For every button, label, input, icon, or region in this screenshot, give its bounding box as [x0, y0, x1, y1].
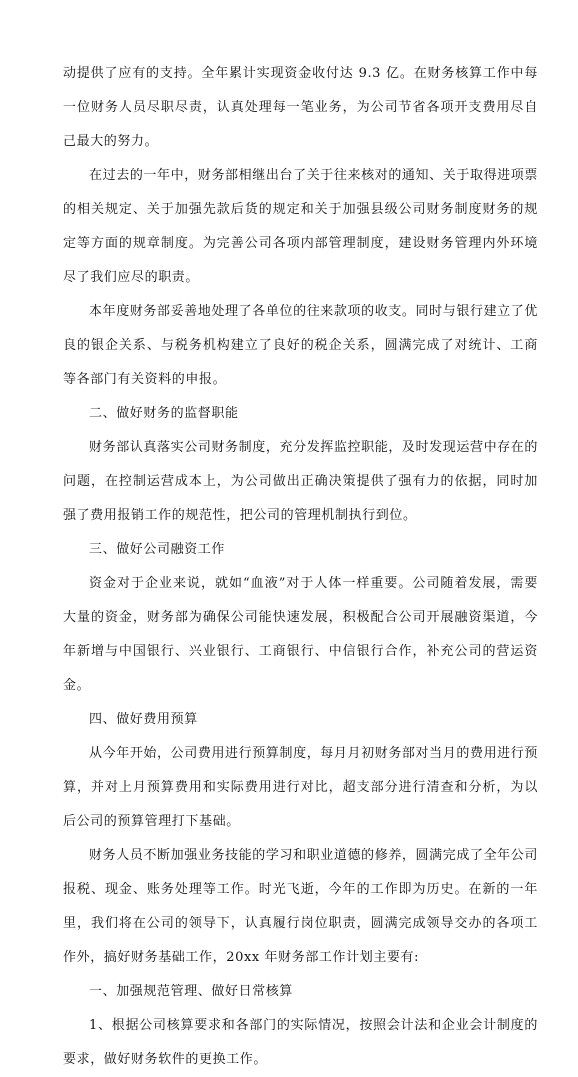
body-paragraph-4: 财务部认真落实公司财务制度，充分发挥监控职能，及时发现运营中存在的问题，在控制运营成本上，为公司做出正确决策提供了强有力的依据，同时加强了费用报销工作的规范性，把公司的管理机制执行到位。 — [63, 440, 538, 523]
body-paragraph-1: 动提供了应有的支持。全年累计实现资金收付达 9.3 亿。在财务核算工作中每一位财务人员尽职尽责，认真处理每一笔业务，为公司节省各项开支费用尽自己最大的努力。 — [63, 66, 538, 149]
body-paragraph-6: 从今年开始，公司费用进行预算制度，每月月初财务部对当月的费用进行预算，并对上月预算费用和实际费用进行对比，超支部分进行清查和分析，为以后公司的预算管理打下基础。 — [63, 746, 538, 829]
body-paragraph-7: 财务人员不断加强业务技能的学习和职业道德的修养，圆满完成了全年公司报税、现金、账务处理等工作。时光飞逝，今年的工作即为历史。在新的一年里，我们将在公司的领导下，认真履行岗位职责，圆满完成领导交办的各项工作外，搞好财务基础工作，20xx 年财务部工作计划主要有: — [63, 848, 538, 965]
body-paragraph-3: 本年度财务部妥善地处理了各单位的往来款项的收支。同时与银行建立了优良的银企关系、与税务机构建立了良好的税企关系，圆满完成了对统计、工商等各部门有关资料的申报。 — [63, 304, 538, 387]
body-paragraph-8: 1、根据公司核算要求和各部门的实际情况，按照会计法和企业会计制度的要求，做好财务软件的更换工作。 — [63, 1018, 538, 1067]
section-heading-supervision: 二、做好财务的监督职能 — [89, 406, 239, 421]
section-heading-financing: 三、做好公司融资工作 — [89, 542, 226, 557]
body-paragraph-5: 资金对于企业来说，就如“血液”对于人体一样重要。公司随着发展，需要大量的资金，财务部为确保公司能快速发展，积极配合公司开展融资渠道，今年新增与中国银行、兴业银行、工商银行、中信银行合作，补充公司的营运资金。 — [63, 576, 538, 693]
body-paragraph-2: 在过去的一年中，财务部相继出台了关于往来核对的通知、关于取得进项票的相关规定、关于加强先款后货的规定和关于加强县级公司财务制度财务的规定等方面的规章制度。为完善公司各项内部管理制度，建设财务管理内外环境尽了我们应尽的职责。 — [63, 168, 538, 285]
section-heading-standard-management: 一、加强规范管理、做好日常核算 — [89, 984, 294, 999]
section-heading-budget: 四、做好费用预算 — [89, 712, 198, 727]
